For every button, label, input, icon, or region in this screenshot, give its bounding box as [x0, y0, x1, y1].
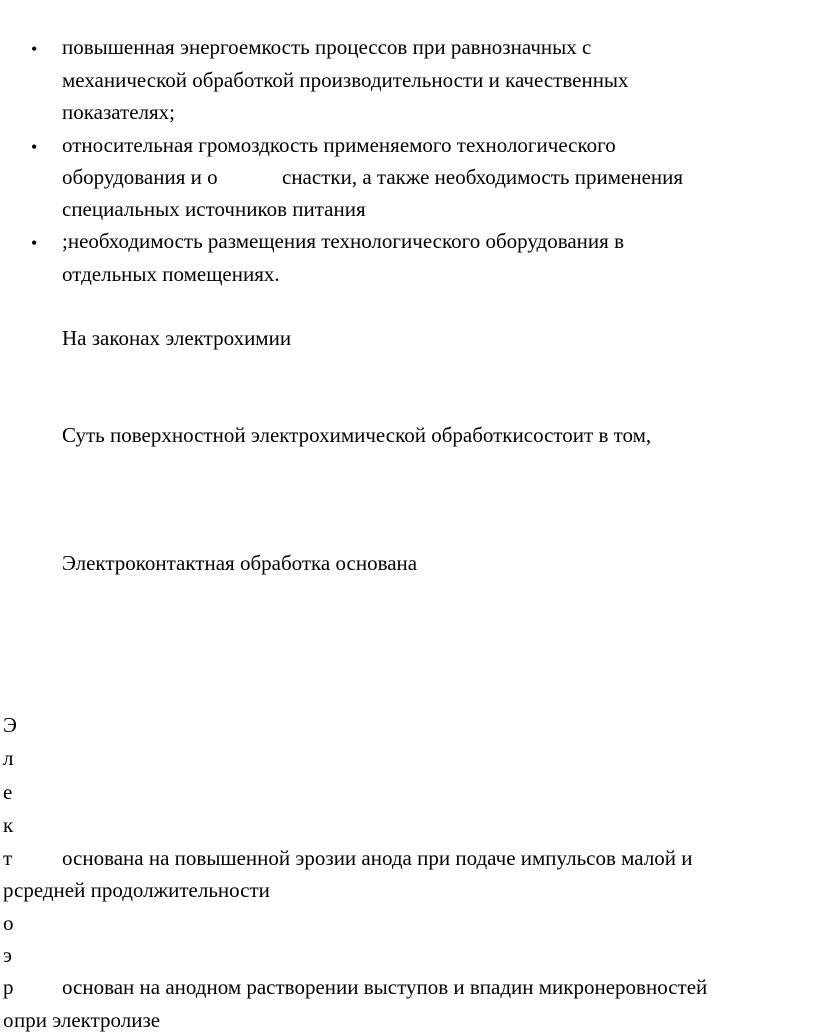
bullet-2-marker: •: [31, 137, 38, 157]
definition-1-line-1: основана на повышенной эрозии анода при подаче импульсов малой и: [62, 846, 693, 870]
vertical-letter: о: [3, 1008, 14, 1032]
vertical-letter: л: [3, 746, 14, 770]
bullet-1-marker: •: [31, 39, 38, 59]
vertical-letter: е: [3, 780, 13, 804]
bullet-2-line-3: специальных источников питания: [62, 197, 366, 221]
definition-1-line-2: средней продолжительности: [14, 878, 270, 902]
bullet-2-line-2b: снастки, а также необходимость применения: [282, 165, 684, 189]
paragraph-electrocontact: Электроконтактная обработка основана: [62, 551, 418, 575]
bullet-2-line-2a: оборудования и о: [62, 165, 218, 189]
definition-2-line-1: основан на анодном растворении выступов и впадин микронеровностей: [62, 975, 708, 999]
definition-2-line-2: при электролизе: [14, 1008, 161, 1032]
bullet-3-line-1: ;необходимость размещения технологического оборудования в: [62, 229, 624, 253]
vertical-letter: э: [3, 943, 13, 967]
bullet-1-line-2: механической обработкой производительности и качественных: [62, 68, 629, 92]
bullet-2-line-1: относительная громоздкость применяемого технологического: [62, 133, 616, 157]
vertical-letter: о: [3, 911, 14, 935]
bullet-3-marker: •: [31, 233, 38, 253]
vertical-letter: т: [3, 846, 13, 870]
vertical-letter: к: [3, 813, 14, 837]
bullet-3-line-2: отдельных помещениях.: [62, 262, 280, 286]
paragraph-electrochemistry: На законах электрохимии: [62, 326, 292, 350]
vertical-letter: р: [3, 975, 14, 999]
vertical-letter: р: [3, 878, 14, 902]
bullet-1-line-1: повышенная энергоемкость процессов при равнозначных с: [62, 35, 592, 59]
vertical-letter: Э: [3, 713, 17, 737]
bullet-1-line-3: показателях;: [62, 100, 175, 124]
paragraph-surface-processing: Суть поверхностной электрохимической обработкисостоит в том,: [62, 423, 652, 447]
